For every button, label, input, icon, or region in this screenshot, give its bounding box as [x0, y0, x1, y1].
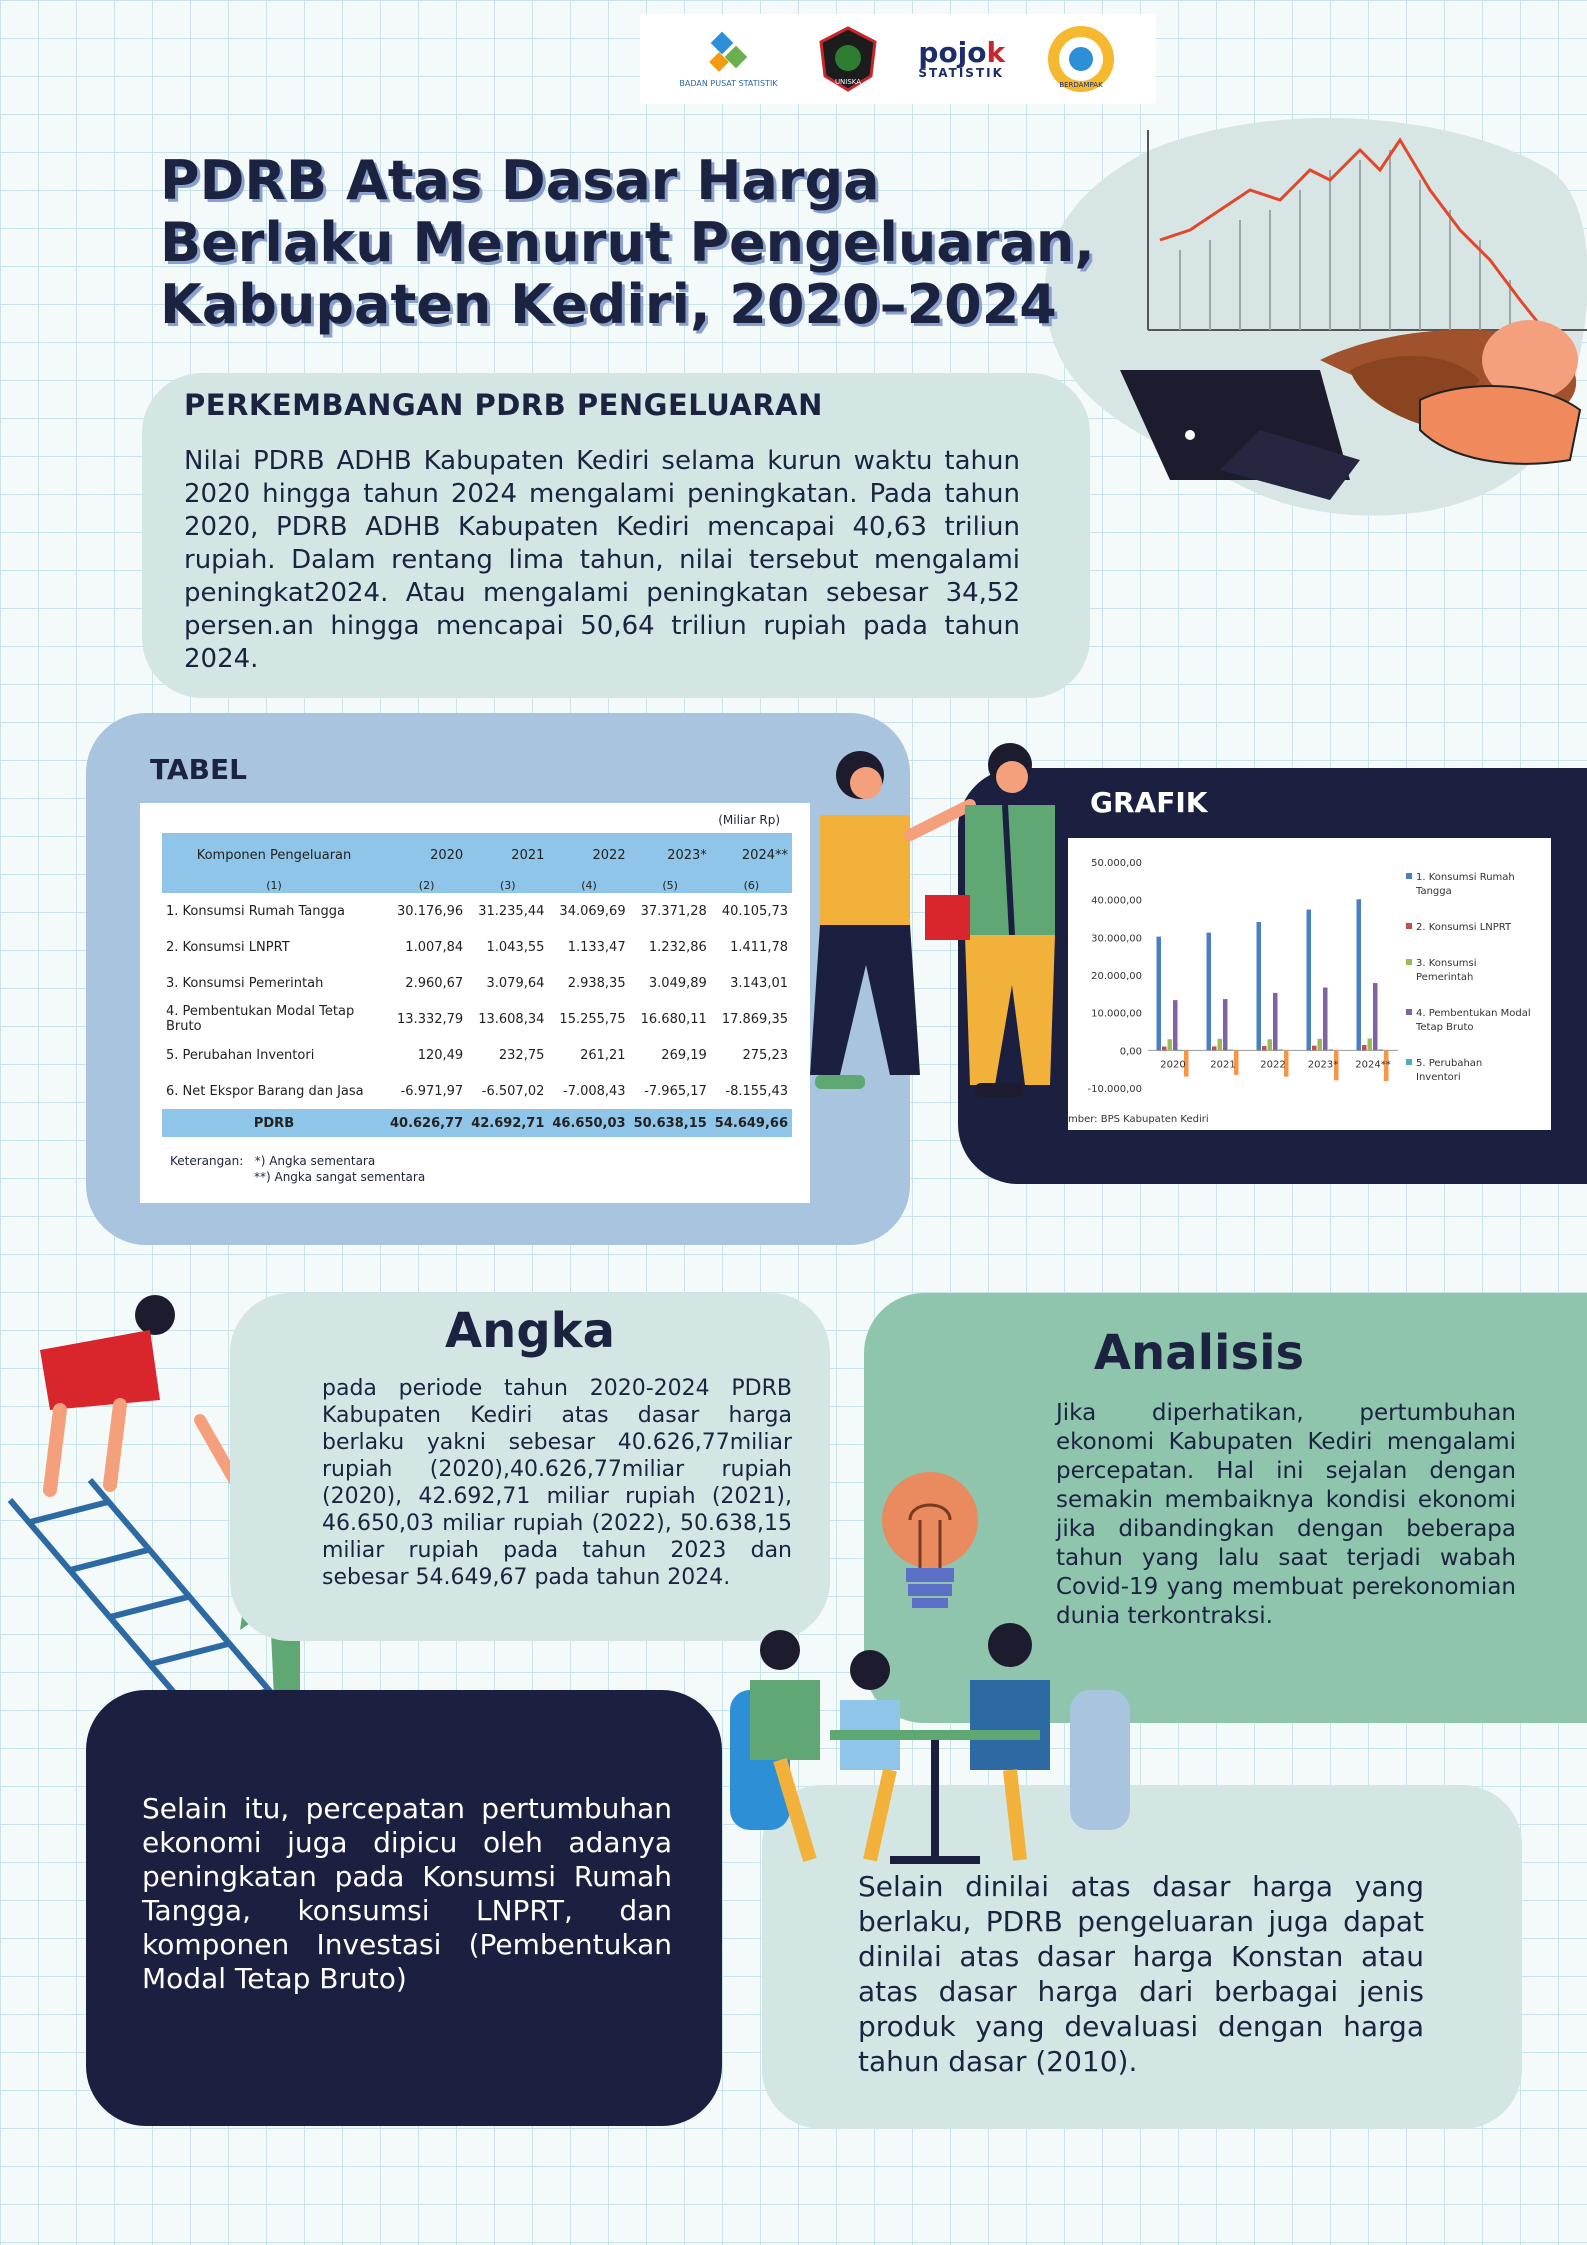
table-body — [162, 877, 792, 1137]
legend-label: Tangga — [1416, 886, 1452, 897]
table-cell: 16.680,11 — [640, 1011, 707, 1027]
table-header-cell: 2020 — [386, 833, 467, 877]
pdrb-table — [162, 833, 792, 1137]
lightbulb-icon — [870, 1460, 990, 1640]
legend-swatch — [1406, 923, 1412, 929]
legend-swatch — [1406, 1059, 1412, 1065]
table-total-cell: 54.649,66 — [711, 1109, 792, 1137]
table-row — [162, 965, 792, 1001]
tabel-unit: (Miliar Rp) — [718, 813, 780, 827]
table-row-label: 3. Konsumsi Pemerintah — [166, 975, 324, 991]
table-cell: 1.007,84 — [405, 939, 464, 955]
table-row-label: 1. Konsumsi Rumah Tangga — [166, 903, 345, 919]
tabel-note — [170, 1153, 425, 1185]
legend-label: 4. Pembentukan Modal — [1416, 1008, 1531, 1019]
chart-bar — [1329, 1049, 1334, 1050]
berdampak-logo — [1045, 23, 1117, 95]
angka-card — [230, 1293, 830, 1641]
chart-bar — [1279, 1049, 1284, 1050]
table-cell: 1.232,86 — [648, 939, 707, 955]
tabel-panel — [86, 713, 910, 1245]
title-line-1: PDRB Atas Dasar Harga — [160, 149, 880, 212]
perkembangan-body: Nilai PDRB ADHB Kabupaten Kediri selama kurun waktu tahun 2020 hingga tahun 2024 mengalami peningkatan. Pada tahun 2020, PDRB ADHB Kabupaten Kediri mencapai 40,63 triliun rupiah. Dalam rentang lima tahun, nilai tersebut mengalami peningkat2024. Atau mengalami peningkatan sebesar 34,52 persen.an hingga mencapai 50,64 triliun rupiah pada tahun 2024. — [184, 446, 1020, 674]
perkembangan-card — [142, 373, 1090, 698]
analisis-body: Jika diperhatikan, pertumbuhan ekonomi Kabupaten Kediri mengalami percepatan. Hal ini sejalan dengan semakin membaiknya kondisi ekonomi jika dibandingkan dengan beberapa tahun yang lalu saat terjadi wabah Covid-19 yang membuat perekonomian dunia terkontraksi. — [1056, 1400, 1516, 1629]
bps-logo-icon — [698, 31, 760, 79]
table-header-row — [162, 833, 792, 877]
chart-bar — [1362, 1045, 1367, 1050]
chart-bar — [1223, 999, 1228, 1050]
legend-label: 2. Konsumsi LNPRT — [1416, 922, 1512, 933]
legend-label: 5. Perubahan — [1416, 1058, 1483, 1069]
angka-body: pada periode tahun 2020-2024 PDRB Kabupaten Kediri atas dasar harga berlaku yakni sebesar 40.626,77miliar rupiah (2020),40.626,77miliar rupiah (2020), 42.692,71 miliar rupiah (2021), 46.650,03 miliar rupiah (2022), 50.638,15 miliar rupiah pada tahun 2023 dan sebesar 54.649,67 pada tahun 2024. — [322, 1376, 792, 1590]
chart-bar — [1162, 1047, 1167, 1051]
table-total-row — [162, 1109, 792, 1137]
x-tick-label: 2023* — [1307, 1059, 1339, 1071]
table-cell: 1.411,78 — [730, 939, 788, 955]
grafik-heading: GRAFIK — [1090, 786, 1208, 819]
title-line-2: Berlaku Menurut Pengeluaran, — [160, 211, 1095, 274]
table-cell: 40.105,73 — [721, 903, 788, 919]
table-row — [162, 893, 792, 929]
y-tick-label: 20.000,00 — [1091, 971, 1142, 982]
chart-bar — [1323, 988, 1328, 1051]
legend-label: 1. Konsumsi Rumah — [1416, 872, 1515, 883]
table-header-cell: 2023* — [630, 833, 711, 877]
angka-heading: Angka — [445, 1303, 615, 1359]
title-line-3: Kabupaten Kediri, 2020–2024 — [160, 273, 1057, 336]
y-tick-label: 10.000,00 — [1091, 1008, 1142, 1020]
uniska-logo — [817, 24, 879, 94]
berdampak-logo-text: BERDAMPAK — [1058, 81, 1103, 89]
chart-bar — [1379, 1049, 1384, 1050]
chart-source-label: mber: BPS Kabupaten Kediri — [1068, 1114, 1209, 1125]
table-cell: -8.155,43 — [725, 1083, 788, 1099]
chart-bar — [1357, 899, 1362, 1050]
table-cell: 37.371,28 — [640, 903, 707, 919]
table-cell: 269,19 — [661, 1047, 707, 1063]
chart-bar — [1268, 1039, 1273, 1050]
table-row — [162, 1001, 792, 1037]
note-1: *) Angka sementara — [254, 1154, 376, 1168]
table-total-cell: 50.638,15 — [630, 1109, 711, 1137]
column-number-cell: (2) — [386, 877, 467, 893]
table-header-cell: 2022 — [548, 833, 629, 877]
tired-worker-illustration — [1060, 130, 1587, 520]
perkembangan-heading: PERKEMBANGAN PDRB PENGELUARAN — [184, 388, 823, 422]
chart-bar — [1262, 1046, 1267, 1050]
selain-itu-body: Selain itu, percepatan pertumbuhan ekonomi juga dipicu oleh adanya peningkatan pada Konsumsi Rumah Tangga, konsumsi LNPRT, dan komponen Investasi (Pembentukan Modal Tetap Bruto) — [142, 1792, 672, 1995]
table-row — [162, 929, 792, 965]
bps-logo — [679, 31, 777, 88]
table-cell: 13.608,34 — [478, 1011, 545, 1027]
table-column-number-row — [162, 877, 792, 893]
y-tick-label: 40.000,00 — [1091, 895, 1142, 907]
table-row-label: 2. Konsumsi LNPRT — [166, 939, 290, 955]
y-tick-label: 0,00 — [1119, 1046, 1142, 1058]
x-tick-label: 2021 — [1210, 1059, 1236, 1071]
table-header-cell: 2024** — [711, 833, 792, 877]
analisis-heading: Analisis — [1093, 1325, 1305, 1381]
legend-label: Inventori — [1416, 1072, 1461, 1083]
pojok-logo-main: pojo — [918, 36, 987, 69]
legend-swatch — [1406, 873, 1412, 879]
column-number-cell: (1) — [162, 877, 386, 893]
chart-bar — [1173, 1000, 1178, 1050]
selain-dinilai-body: Selain dinilai atas dasar harga yang berlaku, PDRB pengeluaran juga dapat dinilai atas dasar harga Konstan atau atas dasar harga dari berbagai jenis produk yang devaluasi dengan harga tahun dasar (2010). — [858, 1870, 1424, 2078]
table-cell: 261,21 — [580, 1047, 626, 1063]
uniska-logo-text: UNISKA — [834, 78, 862, 86]
table-cell: 17.869,35 — [721, 1011, 788, 1027]
chart-bar — [1212, 1046, 1217, 1050]
chart-bar — [1257, 922, 1262, 1050]
people-standing-illustration — [800, 735, 1080, 1125]
table-header-cell: 2021 — [467, 833, 548, 877]
table-row-label: 5. Perubahan Inventori — [166, 1047, 315, 1063]
pojok-logo-k: k — [986, 36, 1006, 69]
chart-bar — [1368, 1038, 1373, 1050]
chart-bar — [1207, 933, 1212, 1051]
table-row-label: 4. Pembentukan Modal Tetap Bruto — [166, 1004, 355, 1034]
table-cell: 15.255,75 — [559, 1011, 626, 1027]
column-number-cell: (5) — [630, 877, 711, 893]
meeting-illustration — [720, 1620, 1140, 1880]
pojok-logo-sub: STATISTIK — [918, 66, 1004, 80]
logo-bar — [640, 14, 1156, 104]
legend-label: Tetap Bruto — [1416, 1022, 1474, 1033]
note-2: **) Angka sangat sementara — [254, 1170, 426, 1184]
y-tick-label: 30.000,00 — [1091, 933, 1142, 945]
table-cell: 232,75 — [498, 1047, 545, 1063]
selain-itu-card — [86, 1690, 722, 2126]
page-title — [160, 150, 1100, 336]
table-cell: -7.965,17 — [644, 1083, 707, 1099]
legend-swatch — [1406, 1009, 1412, 1015]
chart-box — [1068, 838, 1551, 1130]
table-cell: 3.049,89 — [648, 975, 707, 991]
x-tick-label: 2024** — [1355, 1059, 1391, 1071]
column-number-cell: (6) — [711, 877, 792, 893]
table-total-cell: 42.692,71 — [467, 1109, 548, 1137]
note-label: Keterangan: — [170, 1154, 244, 1168]
table-total-label: PDRB — [162, 1109, 386, 1137]
chart-bar — [1312, 1046, 1317, 1051]
chart-bar — [1157, 937, 1162, 1051]
table-total-cell: 40.626,77 — [386, 1109, 467, 1137]
column-number-cell: (4) — [548, 877, 629, 893]
table-cell: 30.176,96 — [397, 903, 464, 919]
table-cell: -6.971,97 — [400, 1083, 464, 1099]
table-cell: 120,49 — [417, 1047, 464, 1063]
pdrb-bar-chart — [1068, 838, 1551, 1130]
table-cell: 34.069,69 — [559, 903, 626, 919]
table-row-label: 6. Net Ekspor Barang dan Jasa — [166, 1083, 364, 1099]
table-cell: 13.332,79 — [397, 1011, 464, 1027]
chart-bar — [1373, 983, 1378, 1050]
legend-swatch — [1406, 959, 1412, 965]
table-cell: 1.043,55 — [486, 939, 545, 955]
pojok-statistik-logo — [918, 36, 1006, 80]
x-tick-label: 2022 — [1260, 1059, 1286, 1071]
table-cell: 31.235,44 — [478, 903, 545, 919]
tabel-heading: TABEL — [150, 753, 247, 786]
column-number-cell: (3) — [467, 877, 548, 893]
chart-bar — [1273, 993, 1278, 1050]
chart-bar — [1307, 910, 1312, 1051]
table-row — [162, 1073, 792, 1109]
y-tick-label: -10.000,00 — [1087, 1084, 1142, 1095]
table-cell: -7.008,43 — [563, 1083, 626, 1099]
chart-bar — [1218, 1039, 1223, 1051]
legend-label: 3. Konsumsi — [1416, 958, 1477, 969]
table-cell: -6.507,02 — [481, 1083, 545, 1099]
table-cell: 2.938,35 — [567, 975, 626, 991]
legend-label: Pemerintah — [1416, 972, 1474, 983]
table-cell: 275,23 — [742, 1047, 788, 1063]
table-cell: 1.133,47 — [567, 939, 626, 955]
bps-logo-text: BADAN PUSAT STATISTIK — [679, 78, 778, 88]
chart-bar — [1318, 1039, 1323, 1050]
table-total-cell: 46.650,03 — [548, 1109, 629, 1137]
table-cell: 2.960,67 — [405, 975, 464, 991]
tabel-box — [140, 803, 810, 1203]
chart-bar — [1168, 1039, 1173, 1050]
table-header-cell: Komponen Pengeluaran — [162, 833, 386, 877]
table-cell: 3.079,64 — [486, 975, 545, 991]
y-tick-label: 50.000,00 — [1091, 858, 1142, 869]
table-cell: 3.143,01 — [730, 975, 788, 991]
table-row — [162, 1037, 792, 1073]
chart-bar — [1229, 1049, 1234, 1050]
chart-bar — [1179, 1050, 1184, 1051]
x-tick-label: 2020 — [1160, 1059, 1186, 1071]
